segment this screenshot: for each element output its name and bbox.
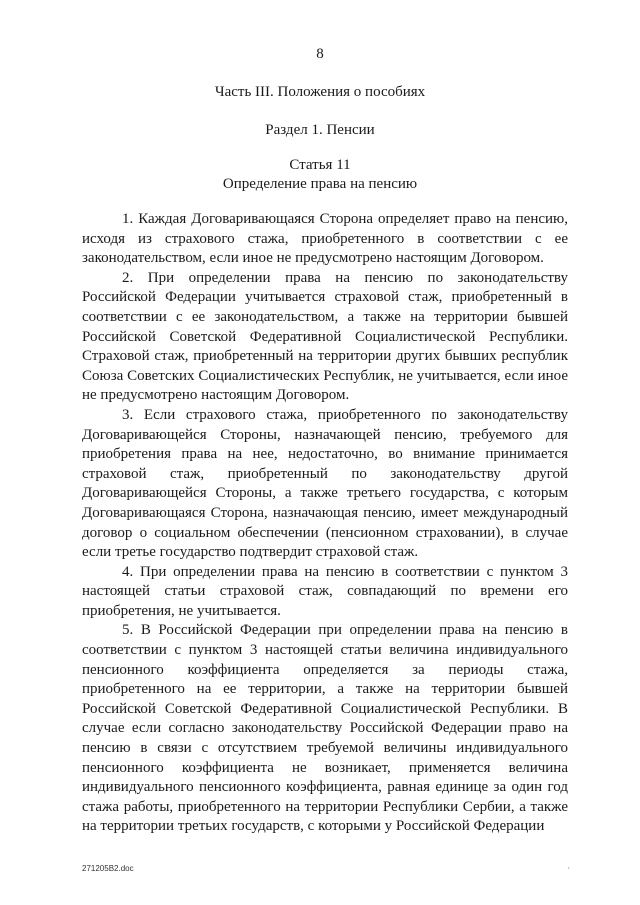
article-title: Определение права на пенсию [222, 176, 418, 192]
paragraph-4: 4. При определении права на пенсию в соответствии с пунктом 3 настоящей статьи страховой стаж, совпадающий по времени его приобретения, не учитывается. [82, 563, 568, 619]
section-heading: Раздел 1. Пенсии [265, 122, 375, 138]
paragraph-3: 3. Если страхового стажа, приобретенного по законодательству Договаривающейся Стороны, назначающей пенсию, требуемого для приобретения права на нее, недостаточно, во внимание принимается страховой стаж, приобретенный по законодательству другой Договаривающейся Стороны, а также третьего государства, с которым Договаривающаяся Сторона, назначающая пенсию, имеет международный договор о социальном обеспечении (пенсионном страховании), в случае если третье государство подтвердит страховой стаж. [82, 406, 568, 561]
paragraph-5: 5. В Российской Федерации при определении права на пенсию в соответствии с пунктом 3 настоящей статьи величина индивидуального пенсионного коэффициента определяется за периоды стажа, приобретенного на ее территории, а также на территории бывшей Российской Советской Федеративной Социалистической Республики. В случае если согласно законодательству Российской Федерации право на пенсию в связи с отсутствием требуемой величины индивидуального пенсионного коэффициента не возникает, применяется величина индивидуального пенсионного коэффициента, равная единице за один год стажа работы, приобретенного на территории Республики Сербии, а также на территории третьих государств, с которыми у Российской Федерации [82, 622, 568, 835]
footer-filename: 271205B2.doc [82, 864, 134, 873]
page-number: 8 [316, 46, 324, 62]
paragraph-2: 2. При определении права на пенсию по законодательству Российской Федерации учитывается страховой стаж, приобретенный в соответствии с ее законодательством, а также на территории бывшей Российской Советской Федеративной Социалистической Республики. Страховой стаж, приобретенный на территории других бывших республик Союза Советских Социалистических Республик, не учитывается, если иное не предусмотрено настоящим Договором. [82, 269, 568, 404]
paragraph-1: 1. Каждая Договаривающаяся Сторона определяет право на пенсию, исходя из страхового стажа, приобретенного в соответствии с ее законодательством, если иное не предусмотрено настоящим Договором. [82, 211, 568, 267]
part-heading: Часть III. Положения о пособиях [214, 84, 426, 100]
footer-mark: · [567, 864, 570, 873]
article-body [82, 210, 568, 837]
article-number: Статья 11 [289, 157, 351, 173]
